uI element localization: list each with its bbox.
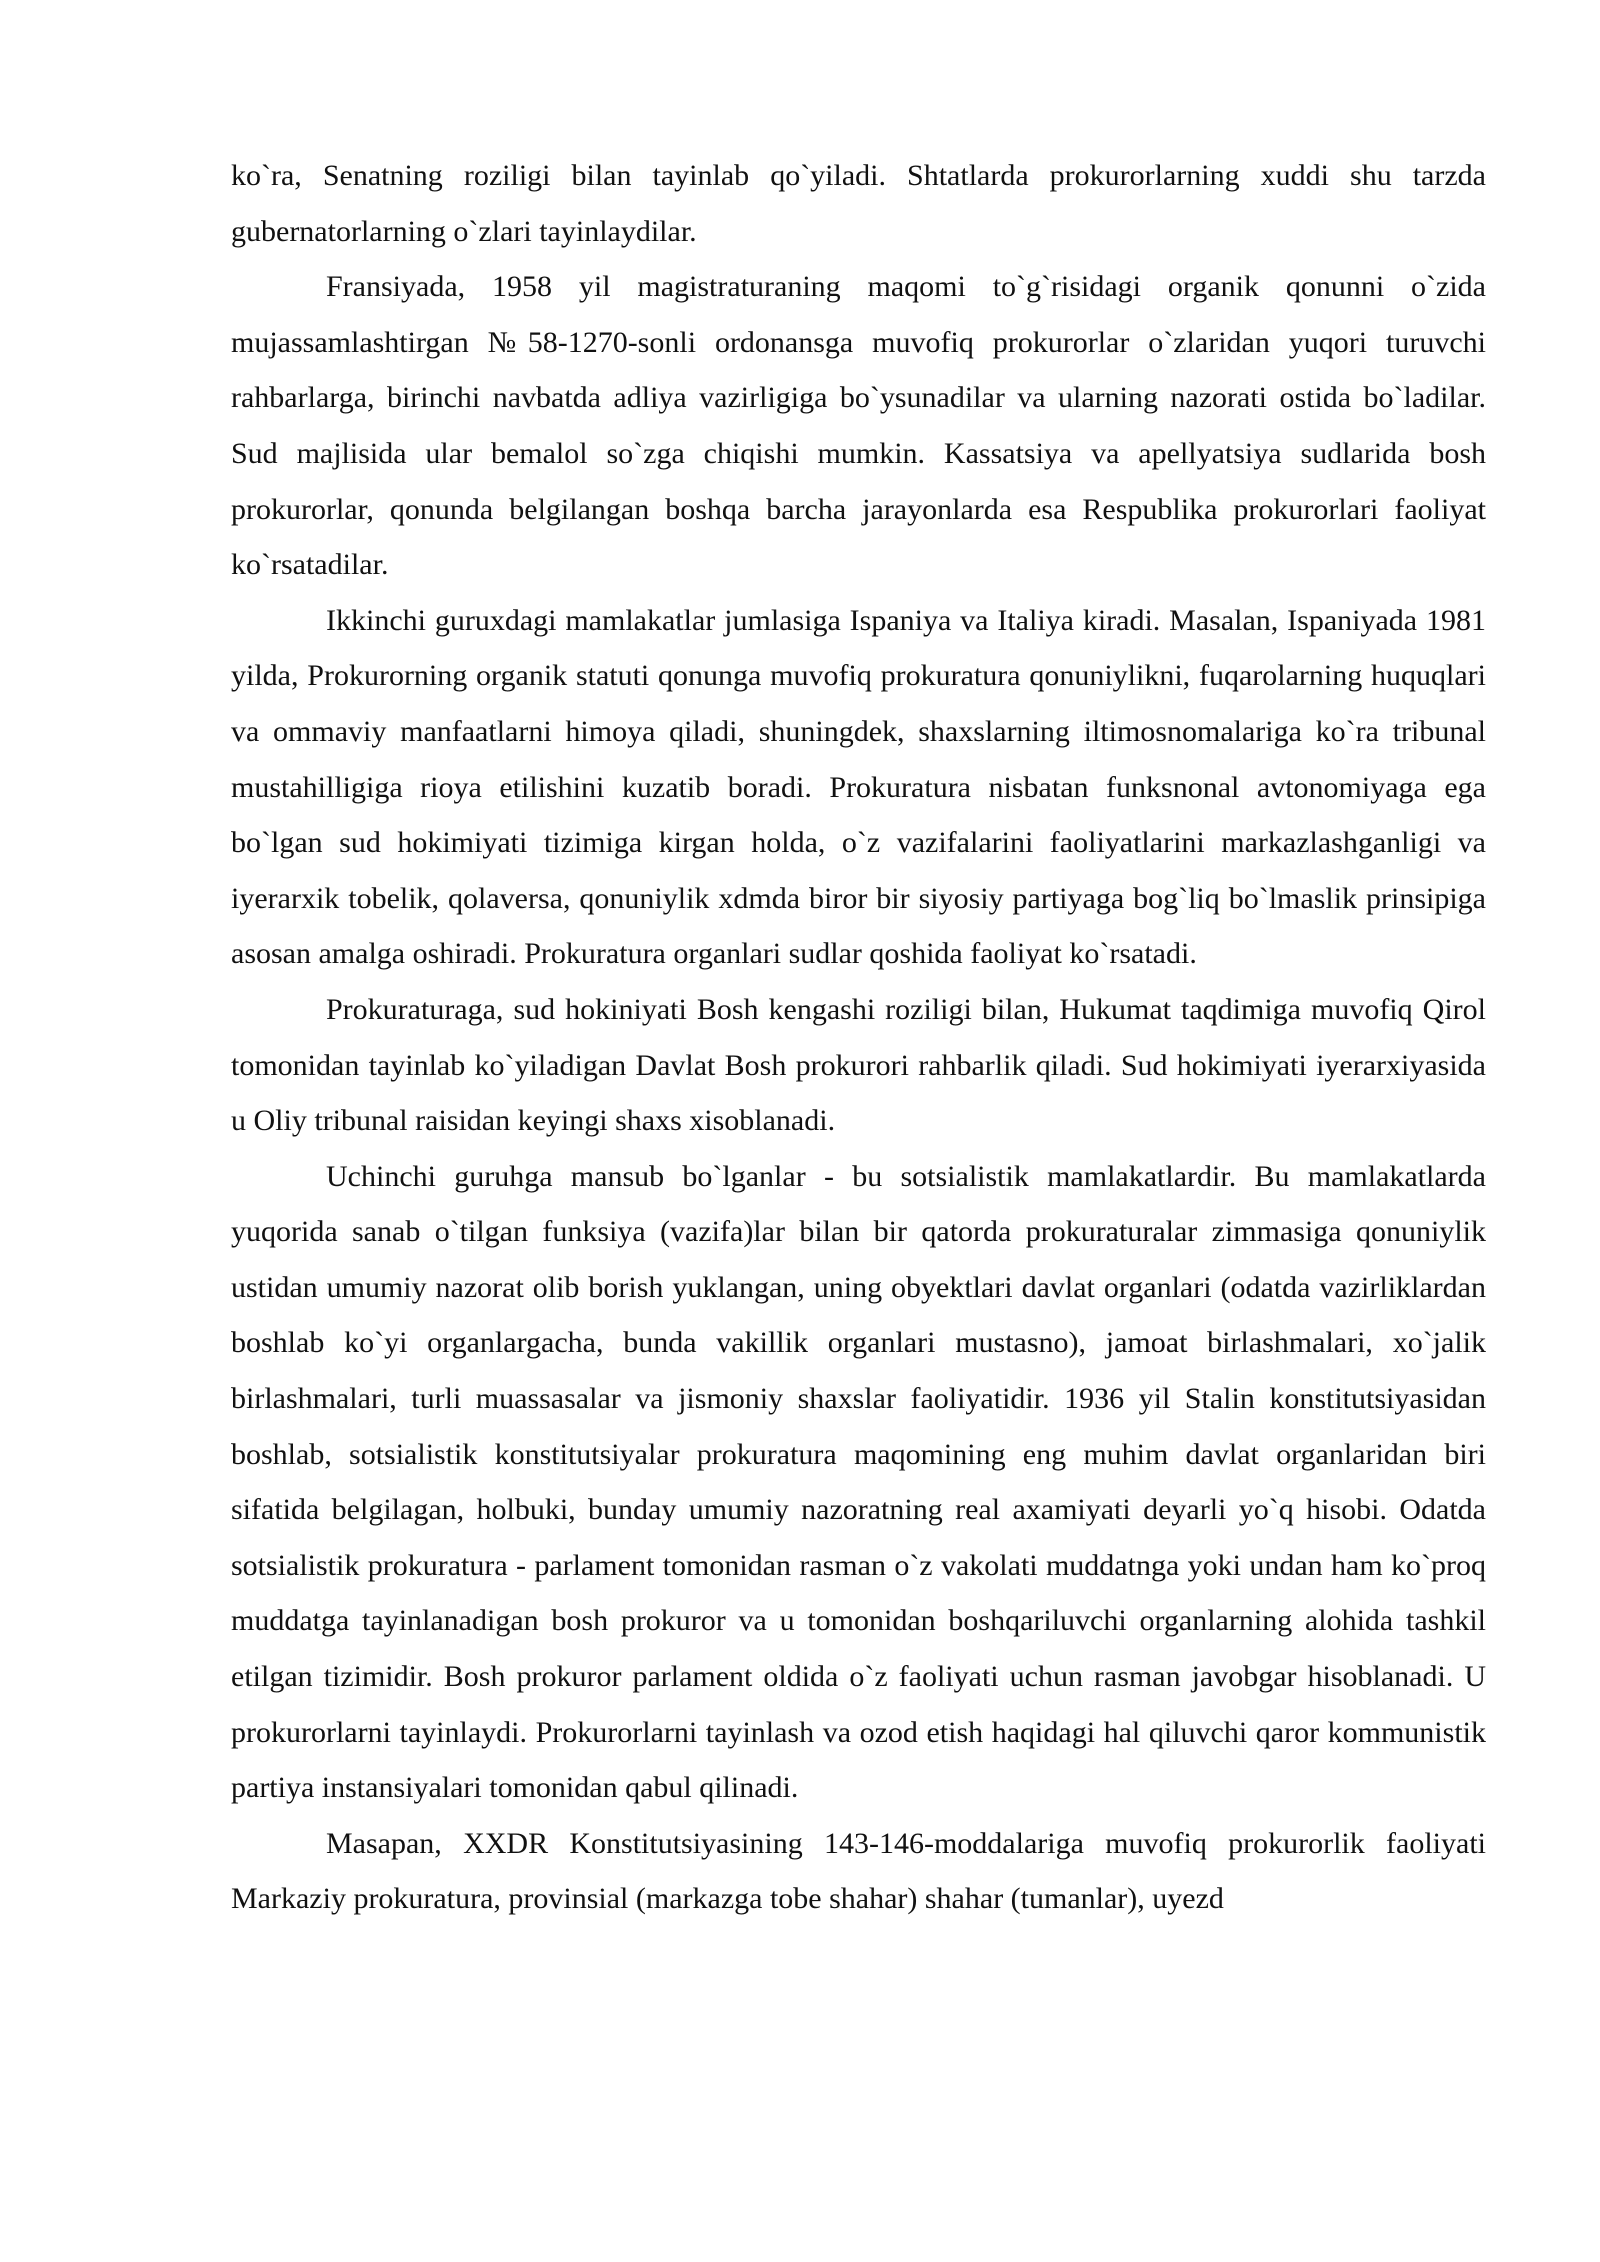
document-page	[231, 148, 1486, 1927]
paragraph-prosecutor-general: Prokuraturaga, sud hokiniyati Bosh kengashi roziligi bilan, Hukumat taqdimiga muvofiq Qirol tomonidan tayinlab ko`yiladigan Davlat Bosh prokurori rahbarlik qiladi. Sud hokimiyati iyerarxiyasida u Oliy tribunal raisidan keyingi shaxs xisoblanadi.	[231, 992, 1486, 1138]
paragraph-continuation: ko`ra, Senatning roziligi bilan tayinlab qo`yiladi. Shtatlarda prokurorlarning xuddi shu tarzda gubernatorlarning o`zlari tayinlaydilar.	[231, 159, 1486, 248]
paragraph-second-group: Ikkinchi guruxdagi mamlakatlar jumlasiga Ispaniya va Italiya kiradi. Masalan, Ispaniyada 1981 yilda, Prokurorning organik statuti qonunga muvofiq prokuratura qonuniylikni, fuqarolarning huquqlari va ommaviy manfaatlarni himoya qiladi, shuningdek, shaxslarning iltimosnomalariga ko`ra tribunal mustahilligiga rioya etilishini kuzatib boradi. Prokuratura nisbatan funksnonal avtonomiyaga ega bo`lgan sud hokimiyati tizimiga kirgan holda, o`z vazifalarini faoliyatlarini markazlashganligi va iyerarxik tobelik, qolaversa, qonuniylik xdmda biror bir siyosiy partiyaga bog`liq bo`lmaslik prinsipiga asosan amalga oshiradi. Prokuratura organlari sudlar qoshida faoliyat ko`rsatadi.	[231, 603, 1486, 971]
paragraph-third-group: Uchinchi guruhga mansub bo`lganlar - bu sotsialistik mamlakatlardir. Bu mamlakatlarda yuqorida sanab o`tilgan funksiya (vazifa)lar bilan bir qatorda prokuraturalar zimmasiga qonuniylik ustidan umumiy nazorat olib borish yuklangan, uning obyektlari davlat organlari (odatda vazirliklardan boshlab ko`yi organlargacha, bunda vakillik organlari mustasno), jamoat birlashmalari, xo`jalik birlashmalari, turli muassasalar va jismoniy shaxslar faoliyatidir. 1936 yil Stalin konstitutsiyasidan boshlab, sotsialistik konstitutsiyalar prokuratura maqomining eng muhim davlat organlaridan biri sifatida belgilagan, holbuki, bunday umumiy nazoratning real axamiyati deyarli yo`q hisobi. Odatda sotsialistik prokuratura - parlament tomonidan rasman o`z vakolati muddatnga yoki undan ham ko`proq muddatga tayinlanadigan bosh prokuror va u tomonidan boshqariluvchi organlarning alohida tashkil etilgan tizimidir. Bosh prokuror parlament oldida o`z faoliyati uchun rasman javobgar hisoblanadi. U prokurorlarni tayinlaydi. Prokurorlarni tayinlash va ozod etish haqidagi hal qiluvchi qaror kommunistik partiya instansiyalari tomonidan qabul qilinadi.	[231, 1159, 1486, 1805]
paragraph-france: Fransiyada, 1958 yil magistraturaning maqomi to`g`risidagi organik qonunni o`zida mujassamlashtirgan №58-1270-sonli ordonansga muvofiq prokurorlar o`zlaridan yuqori turuvchi rahbarlarga, birinchi navbatda adliya vazirligiga bo`ysunadilar va ularning nazorati ostida bo`ladilar. Sud majlisida ular bemalol so`zga chiqishi mumkin. Kassatsiya va apellyatsiya sudlarida bosh prokurorlar, qonunda belgilangan boshqa barcha jarayonlarda esa Respublika prokurorlari faoliyat ko`rsatadilar.	[231, 270, 1486, 582]
paragraph-example-constitution: Masapan, XXDR Konstitutsiyasining 143-146-moddalariga muvofiq prokurorlik faoliyati Markaziy prokuratura, provinsial (markazga tobe shahar) shahar (tumanlar), uyezd	[231, 1826, 1486, 1916]
